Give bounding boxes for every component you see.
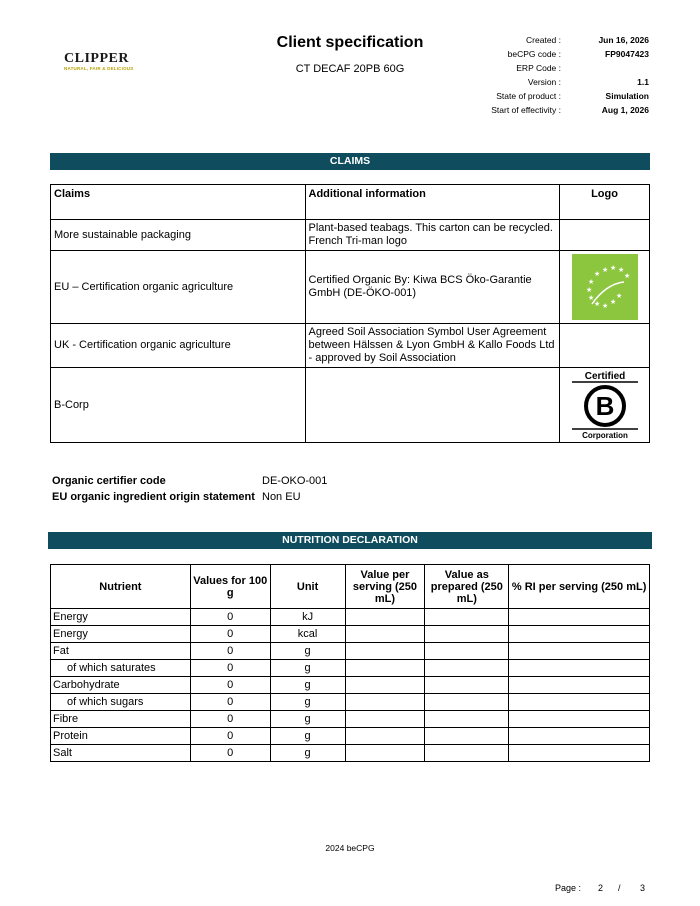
page-label: Page : xyxy=(555,883,582,893)
document-metadata xyxy=(470,35,655,119)
nutrient-value: 0 xyxy=(190,609,270,626)
ri-value xyxy=(509,626,650,643)
document-subtitle: CT DECAF 20PB 60G xyxy=(295,63,405,75)
serving-value xyxy=(345,745,425,762)
claims-header-row xyxy=(51,185,650,220)
info-cell: Agreed Soil Association Symbol User Agreement between Hälssen & Lyon GmbH & Kallo Foods Ltd - approved by Soil Association xyxy=(305,324,560,368)
table-row xyxy=(51,609,650,626)
nutrition-col-header: Value as prepared (250 mL) xyxy=(425,565,509,609)
claim-cell: More sustainable packaging xyxy=(51,220,306,251)
logo-cell xyxy=(560,368,650,443)
page-total: 3 xyxy=(640,883,646,893)
meta-value: FP9047423 xyxy=(605,49,649,59)
meta-row-effectivity xyxy=(470,105,655,115)
claims-col-header: Logo xyxy=(560,185,650,220)
nutrient-name: Carbohydrate xyxy=(51,677,191,694)
document-title: Client specification xyxy=(276,34,424,51)
prepared-value xyxy=(425,643,509,660)
nutrient-unit: kcal xyxy=(270,626,345,643)
prepared-value xyxy=(425,694,509,711)
table-row xyxy=(51,643,650,660)
svg-text:★: ★ xyxy=(585,286,592,294)
page-indicator xyxy=(555,883,645,893)
nutrition-col-header: Unit xyxy=(270,565,345,609)
table-row xyxy=(51,220,650,251)
meta-label: State of product : xyxy=(496,91,561,101)
nutrient-value: 0 xyxy=(190,745,270,762)
meta-value: Aug 1, 2026 xyxy=(601,105,649,115)
clipper-logo xyxy=(64,52,136,74)
organic-origin-label: EU organic ingredient origin statement xyxy=(52,491,255,503)
nutrient-name: Protein xyxy=(51,728,191,745)
meta-value xyxy=(575,63,655,73)
table-row xyxy=(51,677,650,694)
svg-text:★: ★ xyxy=(615,292,622,300)
claims-table xyxy=(50,184,650,443)
nutrient-unit: g xyxy=(270,745,345,762)
organic-certifier-label: Organic certifier code xyxy=(52,475,166,487)
nutrient-name: Salt xyxy=(51,745,191,762)
svg-text:★: ★ xyxy=(617,266,624,274)
ri-value xyxy=(509,609,650,626)
info-cell: Plant-based teabags. This carton can be recycled. French Tri-man logo xyxy=(305,220,560,251)
table-row xyxy=(51,745,650,762)
b-corp-icon xyxy=(570,370,640,440)
serving-value xyxy=(345,677,425,694)
table-row xyxy=(51,728,650,745)
table-row xyxy=(51,324,650,368)
footer-copyright: 2024 beCPG xyxy=(325,843,375,853)
table-row xyxy=(51,368,650,443)
ri-value xyxy=(509,694,650,711)
claims-col-header: Additional information xyxy=(305,185,560,220)
meta-label: Created : xyxy=(526,35,561,45)
meta-value: Simulation xyxy=(605,91,649,101)
prepared-value xyxy=(425,609,509,626)
serving-value xyxy=(345,728,425,745)
meta-row-state xyxy=(470,91,655,101)
claim-cell: UK - Certification organic agriculture xyxy=(51,324,306,368)
organic-info xyxy=(52,475,452,507)
nutrient-unit: g xyxy=(270,677,345,694)
nutrition-col-header: Value per serving (250 mL) xyxy=(345,565,425,609)
eu-organic-leaf-icon xyxy=(572,254,638,320)
serving-value xyxy=(345,711,425,728)
brand-name: CLIPPER xyxy=(64,51,129,66)
meta-label: beCPG code : xyxy=(507,49,561,59)
logo-cell xyxy=(560,251,650,324)
nutrition-header-row xyxy=(51,565,650,609)
serving-value xyxy=(345,626,425,643)
nutrient-unit: g xyxy=(270,643,345,660)
ri-value xyxy=(509,711,650,728)
nutrition-table xyxy=(50,564,650,762)
ri-value xyxy=(509,643,650,660)
nutrient-name: Energy xyxy=(51,626,191,643)
ri-value xyxy=(509,660,650,677)
nutrient-value: 0 xyxy=(190,728,270,745)
ri-value xyxy=(509,728,650,745)
svg-text:★: ★ xyxy=(593,300,600,308)
svg-text:B: B xyxy=(595,391,614,421)
nutrient-value: 0 xyxy=(190,626,270,643)
nutrient-name: of which sugars xyxy=(51,694,191,711)
logo-cell xyxy=(560,324,650,368)
nutrition-section-header: NUTRITION DECLARATION xyxy=(48,532,652,549)
claim-cell: EU – Certification organic agriculture xyxy=(51,251,306,324)
organic-origin-value: Non EU xyxy=(262,491,301,503)
svg-text:★: ★ xyxy=(609,264,616,272)
meta-value: 1.1 xyxy=(637,77,649,87)
prepared-value xyxy=(425,745,509,762)
table-row xyxy=(51,711,650,728)
nutrition-col-header: Nutrient xyxy=(51,565,191,609)
claim-cell: B-Corp xyxy=(51,368,306,443)
nutrient-unit: g xyxy=(270,660,345,677)
nutrient-value: 0 xyxy=(190,643,270,660)
bcorp-top-text: Certified xyxy=(584,371,625,382)
brand-tagline: NATURAL, FAIR & DELICIOUS xyxy=(64,66,134,71)
nutrient-name: Energy xyxy=(51,609,191,626)
meta-value: Jun 16, 2026 xyxy=(598,35,649,45)
prepared-value xyxy=(425,711,509,728)
page-separator: / xyxy=(618,883,621,893)
ri-value xyxy=(509,677,650,694)
claims-section-header: CLAIMS xyxy=(50,153,650,170)
info-cell xyxy=(305,368,560,443)
nutrient-value: 0 xyxy=(190,677,270,694)
organic-certifier-row xyxy=(52,475,452,488)
serving-value xyxy=(345,609,425,626)
nutrient-unit: g xyxy=(270,694,345,711)
svg-text:★: ★ xyxy=(609,298,616,306)
prepared-value xyxy=(425,677,509,694)
meta-label: Start of effectivity : xyxy=(491,105,561,115)
meta-row-becpg-code xyxy=(470,49,655,59)
claims-col-header: Claims xyxy=(51,185,306,220)
meta-row-version xyxy=(470,77,655,87)
nutrient-value: 0 xyxy=(190,711,270,728)
prepared-value xyxy=(425,728,509,745)
ri-value xyxy=(509,745,650,762)
table-row xyxy=(51,251,650,324)
table-row xyxy=(51,694,650,711)
nutrient-unit: g xyxy=(270,711,345,728)
nutrient-name: Fat xyxy=(51,643,191,660)
prepared-value xyxy=(425,626,509,643)
table-row xyxy=(51,660,650,677)
page-current: 2 xyxy=(598,883,604,893)
svg-text:★: ★ xyxy=(593,270,600,278)
svg-text:★: ★ xyxy=(587,294,594,302)
meta-label: ERP Code : xyxy=(516,63,561,73)
serving-value xyxy=(345,643,425,660)
nutrition-col-header: Values for 100 g xyxy=(190,565,270,609)
table-row xyxy=(51,626,650,643)
nutrient-name: of which saturates xyxy=(51,660,191,677)
logo-cell xyxy=(560,220,650,251)
svg-text:★: ★ xyxy=(587,278,594,286)
svg-text:★: ★ xyxy=(601,266,608,274)
organic-origin-row xyxy=(52,491,452,504)
nutrition-col-header: % RI per serving (250 mL) xyxy=(509,565,650,609)
nutrient-value: 0 xyxy=(190,660,270,677)
serving-value xyxy=(345,660,425,677)
nutrient-value: 0 xyxy=(190,694,270,711)
meta-label: Version : xyxy=(527,77,561,87)
nutrient-unit: g xyxy=(270,728,345,745)
svg-text:★: ★ xyxy=(601,302,608,310)
bcorp-bottom-text: Corporation xyxy=(581,431,628,440)
organic-certifier-value: DE-OKO-001 xyxy=(262,475,328,487)
prepared-value xyxy=(425,660,509,677)
meta-row-created xyxy=(470,35,655,45)
nutrient-unit: kJ xyxy=(270,609,345,626)
meta-row-erp-code xyxy=(470,63,655,73)
nutrient-name: Fibre xyxy=(51,711,191,728)
serving-value xyxy=(345,694,425,711)
svg-text:★: ★ xyxy=(623,272,630,280)
info-cell: Certified Organic By: Kiwa BCS Öko-Garantie GmbH (DE-ÖKO-001) xyxy=(305,251,560,324)
